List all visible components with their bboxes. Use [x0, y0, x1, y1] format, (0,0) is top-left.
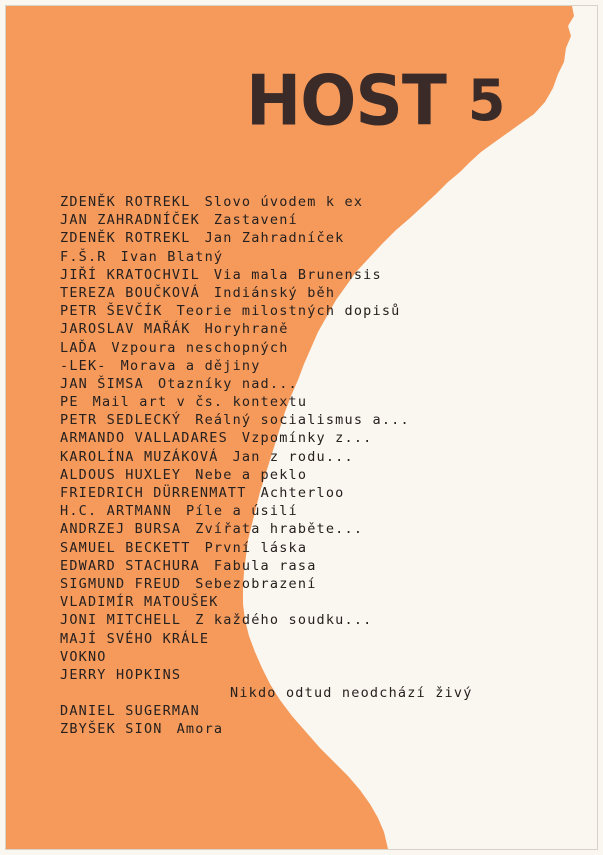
entry-author: F.Š.R: [60, 248, 107, 265]
contents-entry: [60, 484, 473, 502]
contents-entry: [60, 302, 473, 320]
entry-author: JERRY HOPKINS: [60, 666, 182, 683]
entry-title: Amora: [176, 721, 224, 738]
entry-author: VOKNO: [60, 648, 107, 665]
magazine-title: HOST: [246, 59, 446, 142]
entry-title: Píle a úsilí: [185, 503, 298, 520]
contents-entry: [60, 466, 473, 484]
entry-title: Reálný socialismus a...: [195, 412, 410, 429]
contents-entry: [60, 702, 473, 720]
entry-author: EDWARD STACHURA: [60, 557, 200, 574]
contents-entry: [60, 575, 473, 593]
entry-title: Vzpomínky z...: [241, 430, 373, 447]
entry-author: KAROLÍNA MUZÁKOVÁ: [60, 448, 219, 465]
contents-entry: [60, 448, 473, 466]
issue-number: 5: [467, 67, 505, 134]
entry-author: ARMANDO VALLADARES: [60, 430, 228, 447]
entry-author: JONI MITCHELL: [60, 612, 182, 629]
entry-author: JAN ŠIMSA: [60, 375, 144, 392]
contents-entry: [60, 339, 473, 357]
entry-author: ANDRZEJ BURSA: [60, 521, 182, 538]
entry-author: ZDENĚK ROTREKL: [60, 230, 191, 247]
contents-entry: [60, 375, 473, 393]
entry-author: SAMUEL BECKETT: [60, 539, 191, 556]
entry-author: MAJÍ SVÉHO KRÁLE: [60, 630, 210, 647]
contents-entry: [60, 429, 473, 447]
contents-entry: [60, 266, 473, 284]
entry-title: Teorie milostných dopisů: [176, 303, 401, 320]
contents-entry: [60, 593, 473, 611]
entry-title: Slovo úvodem k ex: [204, 194, 364, 210]
contents-entry: [60, 411, 473, 429]
contents-entry: [60, 611, 473, 629]
table-of-contents: [60, 193, 473, 739]
contents-entry: [60, 393, 473, 411]
contents-entry: [60, 357, 473, 375]
contents-entry: [60, 648, 473, 666]
entry-author: ZDENĚK ROTREKL: [60, 194, 191, 210]
entry-title: Jan z rodu...: [232, 448, 354, 465]
contents-entry: [60, 630, 473, 648]
contents-entry: [60, 193, 473, 211]
entry-title: Nebe a peklo: [195, 466, 308, 483]
contents-entry: [60, 720, 473, 738]
entry-title: Otazníky nad...: [157, 375, 298, 392]
entry-title: Z každého soudku...: [195, 612, 373, 629]
entry-title: Indiánský běh: [213, 284, 336, 301]
entry-title: Morava a dějiny: [120, 357, 261, 374]
entry-author: ALDOUS HUXLEY: [60, 466, 182, 483]
entry-title: Sebezobrazení: [195, 575, 317, 592]
entry-title: Jan Zahradníček: [204, 230, 345, 247]
entry-title: Via mala Brunensis: [213, 266, 382, 283]
entry-author: PETR SEDLECKÝ: [60, 412, 182, 429]
contents-entry: [60, 666, 473, 684]
contents-entry: [60, 229, 473, 247]
entry-title: Fabula rasa: [213, 557, 317, 574]
entry-author: -LEK-: [60, 357, 107, 374]
entry-title: Ivan Blatný: [120, 248, 224, 265]
entry-title: První láska: [204, 539, 308, 556]
entry-title: Achterloo: [260, 485, 345, 501]
entry-title: Nikdo odtud neodchází živý: [230, 685, 473, 702]
entry-author: H.C. ARTMANN: [60, 503, 172, 520]
contents-entry: [60, 539, 473, 557]
contents-entry: [60, 211, 473, 229]
entry-title: Horyhraně: [204, 321, 289, 338]
entry-author: FRIEDRICH DÜRRENMATT: [60, 485, 247, 501]
entry-author: JAROSLAV MAŘÁK: [60, 321, 191, 338]
entry-author: LAĎA: [60, 339, 98, 356]
contents-entry: [60, 520, 473, 538]
entry-author: PETR ŠEVČÍK: [60, 303, 163, 320]
entry-author: JAN ZAHRADNÍČEK: [60, 212, 200, 229]
entry-author: SIGMUND FREUD: [60, 575, 182, 592]
entry-author: TEREZA BOUČKOVÁ: [60, 284, 200, 301]
entry-title: Zvířata hraběte...: [195, 521, 364, 538]
contents-entry: [60, 557, 473, 575]
contents-entry: [60, 502, 473, 520]
entry-author: DANIEL SUGERMAN: [60, 703, 200, 720]
contents-entry: [60, 248, 473, 266]
entry-title: Vzpoura neschopných: [111, 339, 289, 356]
contents-entry: [60, 684, 473, 702]
entry-title: Mail art v čs. kontextu: [92, 394, 308, 411]
contents-entry: [60, 320, 473, 338]
entry-title: Zastavení: [213, 212, 298, 229]
magazine-masthead: [246, 59, 505, 142]
contents-entry: [60, 284, 473, 302]
entry-author: PE: [60, 394, 79, 411]
entry-author: VLADIMÍR MATOUŠEK: [60, 594, 219, 611]
entry-author: ZBYŠEK SION: [60, 721, 163, 738]
entry-author: JIŘÍ KRATOCHVIL: [60, 266, 200, 283]
